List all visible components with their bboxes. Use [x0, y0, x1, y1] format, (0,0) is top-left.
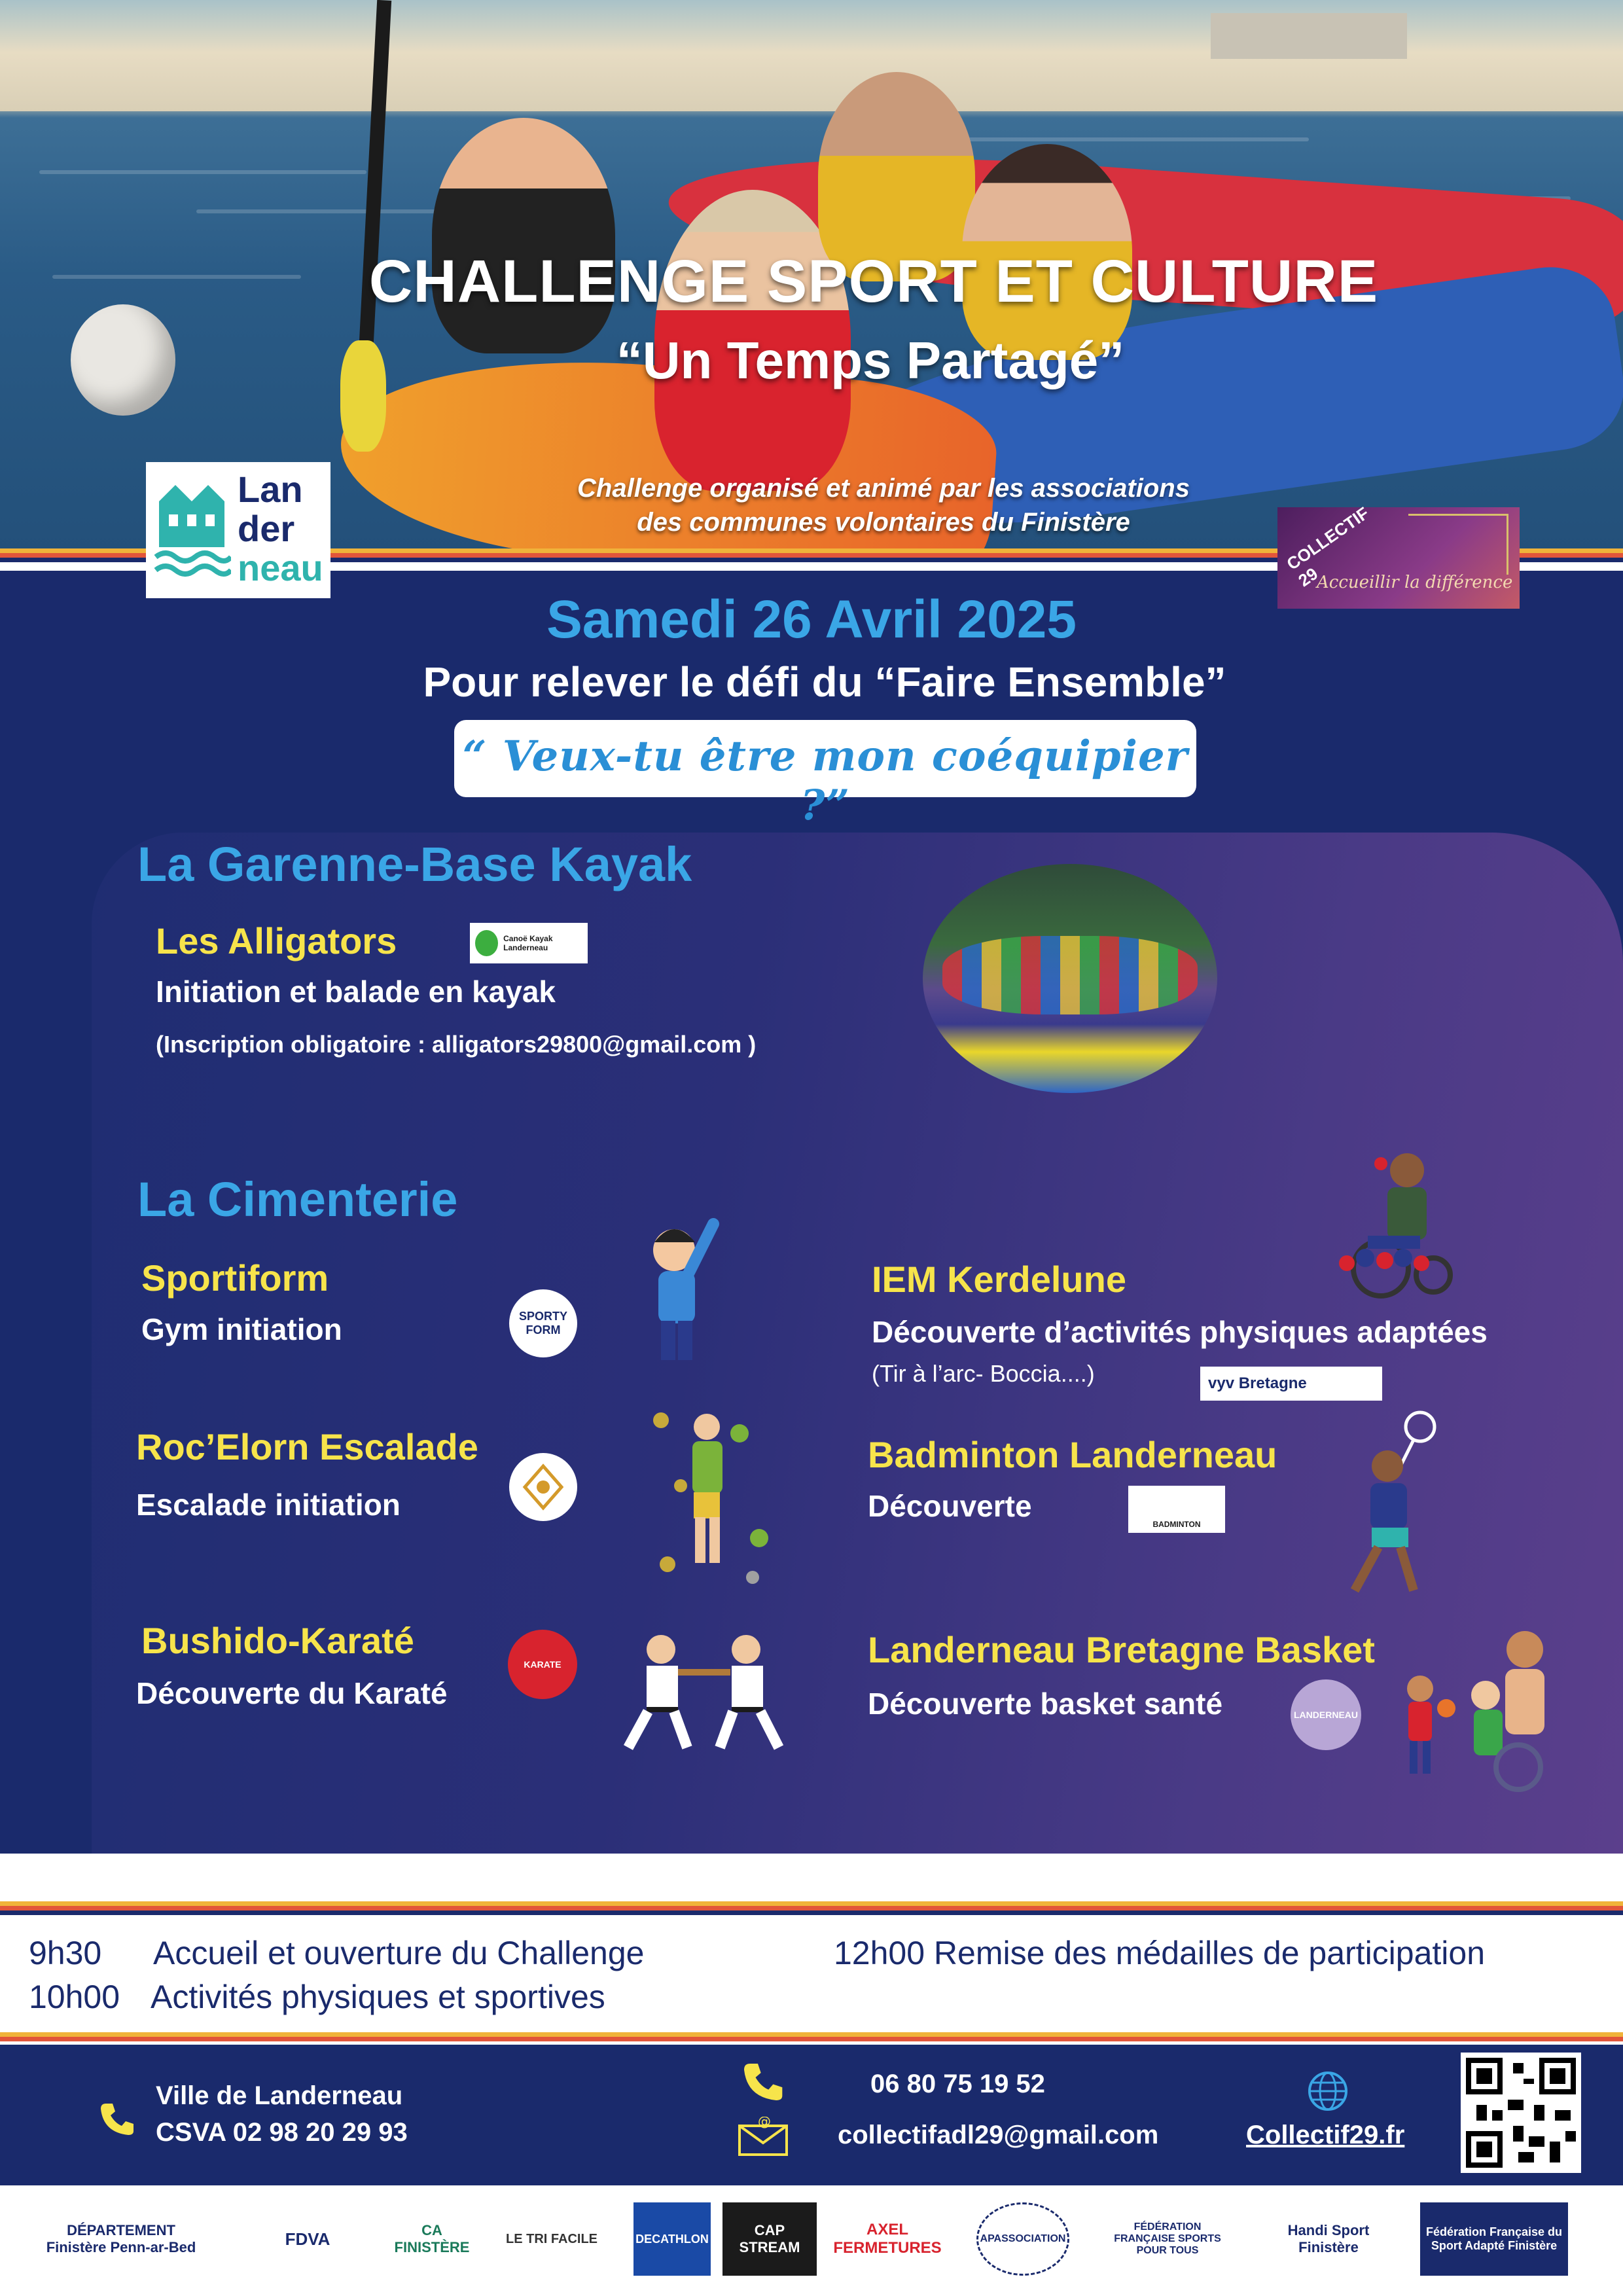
basket-logo: LANDERNEAU — [1291, 1679, 1361, 1750]
registration-note: (Inscription obligatoire : alligators29800@gmail.com ) — [156, 1031, 757, 1058]
phone-icon — [740, 2059, 785, 2105]
climber-icon — [641, 1394, 779, 1590]
contact-email[interactable]: collectifadl29@gmail.com — [838, 2121, 1159, 2149]
phone-icon — [97, 2100, 136, 2139]
club-sportiform: Sportiform — [141, 1257, 329, 1299]
website-link[interactable]: Collectif29.fr — [1246, 2121, 1405, 2149]
partner-logo-finistere: DÉPARTEMENT Finistère Penn-ar-Bed — [46, 2222, 196, 2255]
schedule-time: 10h00 — [29, 1979, 120, 2015]
partner-logo-sport-adapte: Fédération Française du Sport Adapté Finistère — [1420, 2202, 1568, 2276]
partner-logo-credit-agricole: CA FINISTÈRE — [394, 2222, 470, 2255]
quote-text: “ Veux-tu être mon coéquipier ?” — [462, 732, 1188, 830]
activity-kayak: Initiation et balade en kayak — [156, 975, 556, 1009]
logo-line: der — [238, 508, 295, 549]
town-icon — [152, 482, 231, 580]
partner-logo-axel: AXEL FERMETURES — [833, 2221, 942, 2257]
building — [1211, 13, 1407, 59]
email-icon — [737, 2117, 789, 2157]
karate-logo: KARATE — [508, 1630, 577, 1699]
organizer-line-1: Challenge organisé et animé par les associations — [577, 474, 1190, 503]
partner-logo-handisport: Handi Sport Finistère — [1287, 2222, 1370, 2255]
alligators-logo: Canoë Kayak Landerneau — [470, 923, 588, 963]
club-basket: Landerneau Bretagne Basket — [868, 1629, 1375, 1670]
activity-adapted: Découverte d’activités physiques adaptées — [872, 1315, 1488, 1349]
collectif-tagline: Accueillir la différence — [1317, 573, 1513, 592]
logo-line: neau — [238, 547, 323, 588]
sportiform-logo: SPORTY FORM — [509, 1289, 577, 1357]
organizer-line-2: des communes volontaires du Finistère — [637, 508, 1130, 537]
logo-line: Lan — [238, 469, 303, 510]
schedule-medals: 12h00 Remise des médailles de participation — [834, 1935, 1486, 1971]
partner-logo-fdva: FDVA — [285, 2229, 330, 2249]
qr-code-icon — [1461, 2053, 1581, 2173]
activity-gym: Gym initiation — [141, 1312, 342, 1346]
landerneau-logo — [146, 462, 330, 598]
activity-escalade: Escalade initiation — [136, 1488, 401, 1522]
club-iem-kerdelune: IEM Kerdelune — [872, 1259, 1126, 1300]
contact-bar — [0, 2045, 1623, 2185]
schedule-label: Accueil et ouverture du Challenge — [153, 1935, 645, 1971]
badminton-player-icon — [1322, 1407, 1453, 1604]
club-rocelorn: Roc’Elorn Escalade — [136, 1426, 478, 1467]
club-badminton: Badminton Landerneau — [868, 1434, 1277, 1475]
partner-logo-apassociation: APASSOCIATION — [976, 2202, 1069, 2276]
svg-text:@: @ — [758, 2117, 771, 2129]
site-title-garenne: La Garenne-Base Kayak — [137, 837, 692, 891]
partner-logo-sports-pour-tous: FÉDÉRATION FRANÇAISE SPORTS POUR TOUS — [1114, 2221, 1221, 2256]
rocelorn-logo — [509, 1453, 577, 1521]
activity-karate: Découverte du Karaté — [136, 1676, 448, 1710]
partner-logo-decathlon: DECATHLON — [633, 2202, 711, 2276]
partner-logo-capstream: CAP STREAM — [722, 2202, 817, 2276]
event-tagline: Pour relever le défi du “Faire Ensemble” — [423, 658, 1226, 706]
stretching-person-icon — [635, 1211, 726, 1368]
paddler-1 — [432, 118, 615, 353]
hero-title: CHALLENGE SPORT ET CULTURE — [368, 248, 1379, 315]
qr-code[interactable] — [1461, 2053, 1581, 2173]
alligator-icon — [475, 930, 498, 956]
climbing-hold-icon — [509, 1453, 577, 1521]
partner-logo-tri: LE TRI FACILE — [506, 2231, 597, 2246]
csva-phone[interactable]: CSVA 02 98 20 29 93 — [156, 2118, 408, 2147]
organizer-text — [524, 471, 1243, 539]
contact-phone[interactable]: 06 80 75 19 52 — [870, 2070, 1045, 2098]
schedule-label: Activités physiques et sportives — [151, 1979, 605, 2015]
hero-subtitle: “Un Temps Partagé” — [616, 331, 1125, 389]
club-bushido: Bushido-Karaté — [141, 1620, 414, 1661]
karate-fighters-icon — [615, 1630, 792, 1754]
city-name: Ville de Landerneau — [156, 2081, 403, 2110]
event-date: Samedi 26 Avril 2025 — [546, 590, 1077, 649]
schedule-time: 9h30 — [29, 1935, 102, 1971]
boccia-balls-icon — [1335, 1237, 1433, 1276]
club-alligators: Les Alligators — [156, 920, 397, 961]
vyv-logo: vyv Bretagne — [1200, 1367, 1382, 1401]
activity-badminton: Découverte — [868, 1489, 1032, 1523]
globe-icon — [1306, 2070, 1349, 2113]
activity-note: (Tir à l’arc- Boccia....) — [872, 1360, 1095, 1387]
basket-family-icon — [1394, 1623, 1564, 1793]
collectif-name: COLLECTIF 29 — [1283, 503, 1373, 591]
kayak-group-photo — [923, 864, 1217, 1093]
badminton-logo: BADMINTON — [1128, 1486, 1225, 1533]
activity-basket: Découverte basket santé — [868, 1687, 1223, 1721]
site-title-cimenterie: La Cimenterie — [137, 1172, 458, 1227]
